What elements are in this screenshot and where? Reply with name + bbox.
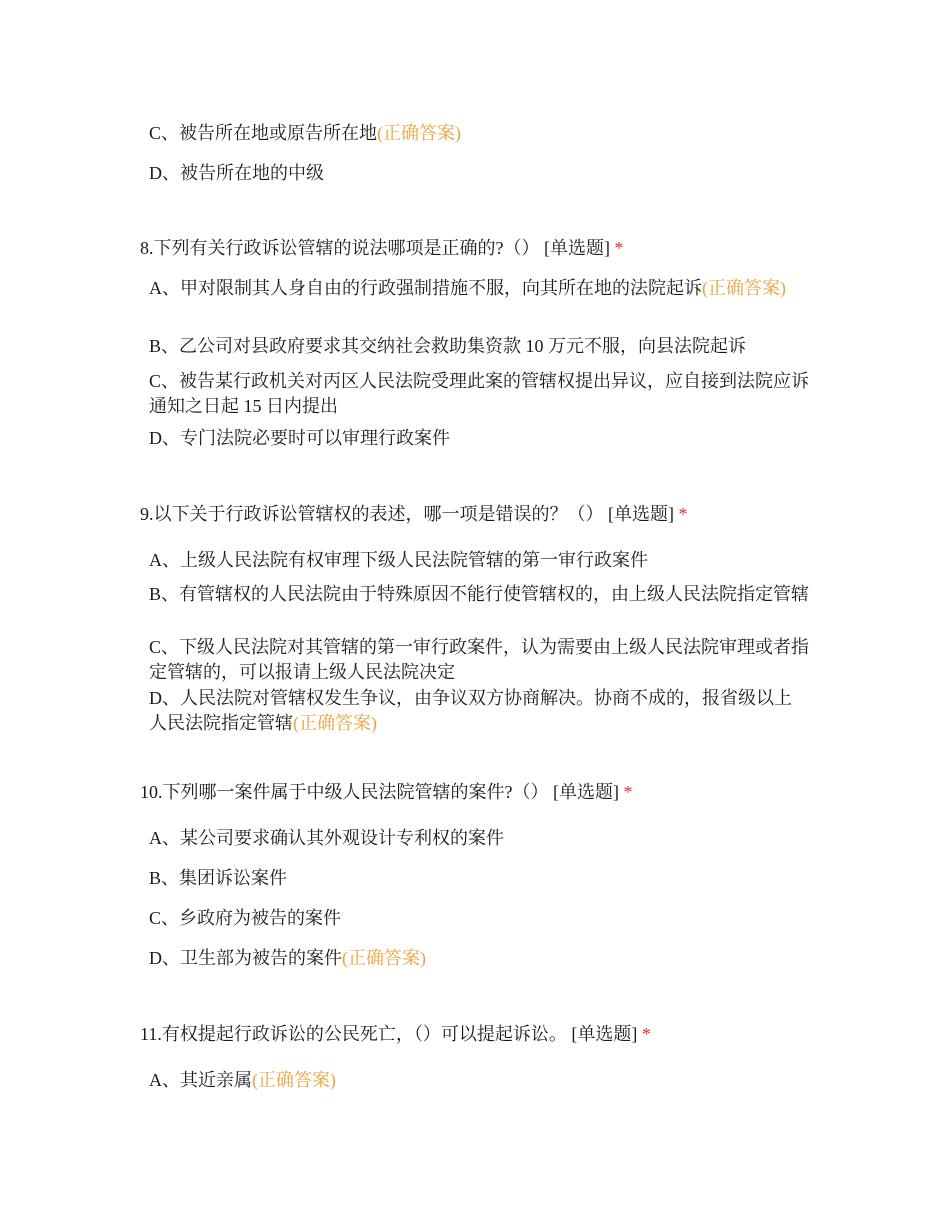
q8-option-b	[149, 334, 809, 359]
q10-option-b	[149, 866, 809, 891]
q9-question	[140, 502, 688, 527]
option-text: B、集团诉讼案件	[149, 868, 288, 888]
option-text: C、被告某行政机关对丙区人民法院受理此案的管辖权提出异议，应自接到法院应诉通知之日起 15 日内提出	[149, 371, 810, 416]
question-stem: 11.有权提起行政诉讼的公民死亡，（）可以提起诉讼。 [单选题]	[140, 1024, 638, 1044]
option-text: C、乡政府为被告的案件	[149, 908, 342, 928]
q11-option-a	[149, 1068, 809, 1093]
option-text: D、被告所在地的中级	[149, 163, 324, 183]
correct-answer-mark: (正确答案)	[702, 278, 786, 298]
required-asterisk: *	[678, 504, 688, 524]
q10-question	[140, 780, 632, 805]
option-text: D、人民法院对管辖权发生争议，由争议双方协商解决。协商不成的，报省级以上人民法院指定管辖	[149, 688, 792, 733]
q8-option-a	[149, 276, 809, 301]
correct-answer-mark: (正确答案)	[377, 123, 462, 143]
option-text: A、甲对限制其人身自由的行政强制措施不服，向其所在地的法院起诉	[149, 278, 702, 298]
q10-option-a	[149, 826, 809, 851]
question-stem: 8.下列有关行政诉讼管辖的说法哪项是正确的?（） [单选题]	[140, 238, 610, 258]
required-asterisk: *	[614, 238, 624, 258]
correct-answer-mark: (正确答案)	[342, 948, 426, 968]
q7-option-c	[149, 121, 809, 146]
q9-option-a	[149, 548, 809, 573]
q7-option-d	[149, 161, 809, 186]
q9-option-c	[149, 635, 809, 685]
question-stem: 10.下列哪一案件属于中级人民法院管辖的案件?（） [单选题]	[140, 782, 619, 802]
option-text: B、有管辖权的人民法院由于特殊原因不能行使管辖权的，由上级人民法院指定管辖	[149, 584, 810, 604]
q8-option-d	[149, 426, 809, 451]
question-stem: 9.以下关于行政诉讼管辖权的表述，哪一项是错误的？（） [单选题]	[140, 504, 674, 524]
option-text: A、某公司要求确认其外观设计专利权的案件	[149, 828, 504, 848]
q9-option-b	[149, 582, 809, 607]
q9-option-d	[149, 686, 809, 736]
q11-question	[140, 1022, 651, 1047]
q8-option-c	[149, 369, 809, 419]
option-text: D、卫生部为被告的案件	[149, 948, 342, 968]
option-text: C、被告所在地或原告所在地	[149, 123, 378, 143]
option-text: C、下级人民法院对其管辖的第一审行政案件，认为需要由上级人民法院审理或者指定管辖的，可以报请上级人民法院决定	[149, 637, 810, 682]
option-text: B、乙公司对县政府要求其交纳社会救助集资款 10 万元不服，向县法院起诉	[149, 336, 747, 356]
required-asterisk: *	[641, 1024, 651, 1044]
option-text: A、其近亲属	[149, 1070, 252, 1090]
correct-answer-mark: (正确答案)	[293, 713, 377, 733]
q10-option-d	[149, 946, 809, 971]
option-text: D、专门法院必要时可以审理行政案件	[149, 428, 450, 448]
option-text: A、上级人民法院有权审理下级人民法院管辖的第一审行政案件	[149, 550, 648, 570]
q10-option-c	[149, 906, 809, 931]
q8-question	[140, 236, 623, 261]
correct-answer-mark: (正确答案)	[252, 1070, 336, 1090]
required-asterisk: *	[623, 782, 633, 802]
